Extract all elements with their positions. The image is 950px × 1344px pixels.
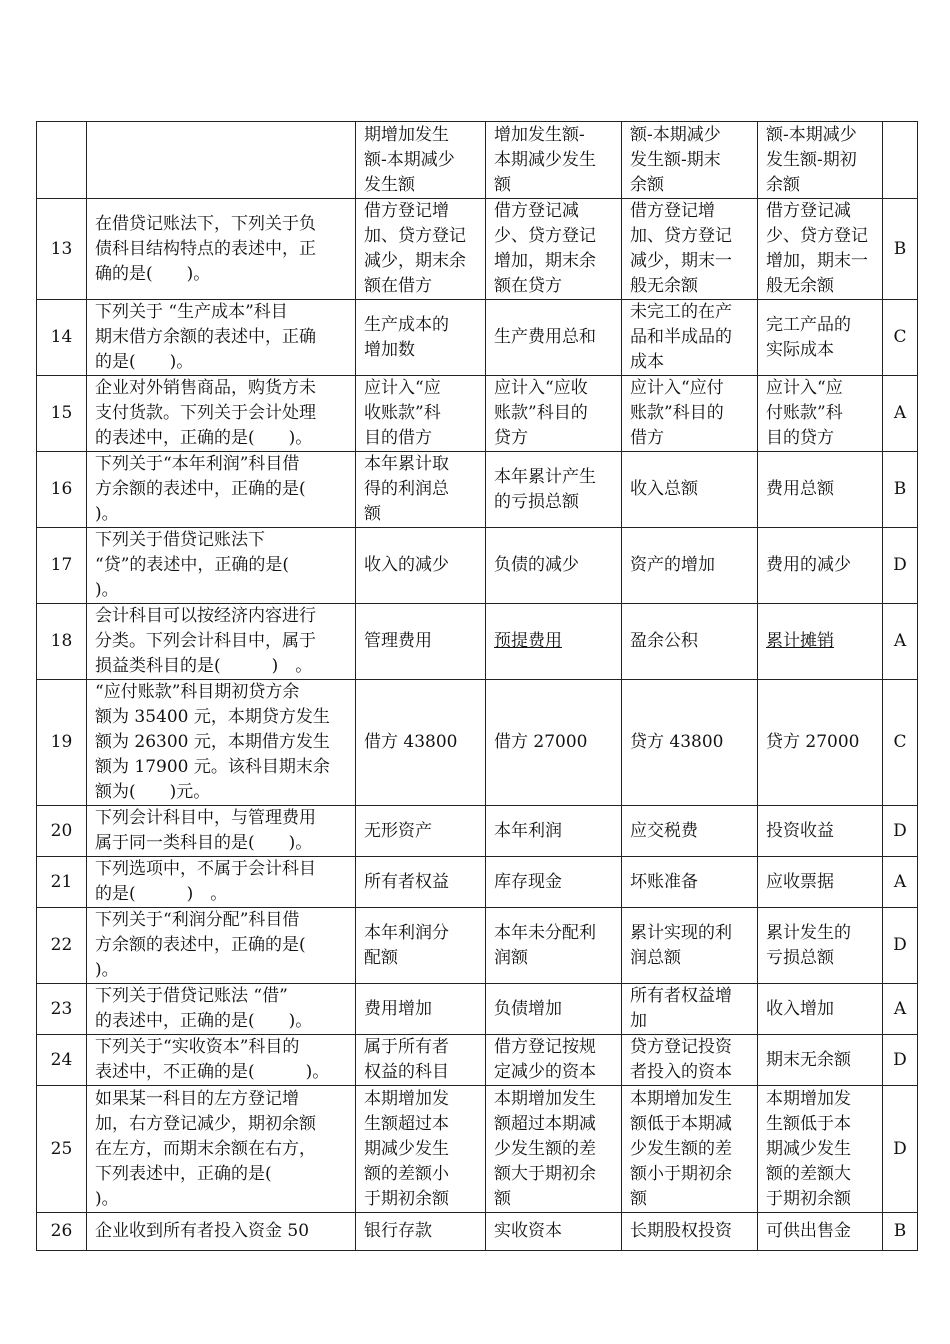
question-number: 18 <box>37 604 87 680</box>
question-text: 会计科目可以按经济内容进行 分类。下列会计科目中，属于 损益类科目的是( ) 。 <box>87 604 356 680</box>
option-b: 借方登记减 少、贷方登记 增加，期末余 额在贷方 <box>486 199 622 300</box>
option-c: 借方登记增 加、贷方登记 减少，期末一 般无余额 <box>622 199 758 300</box>
answer-key: B <box>883 1213 918 1251</box>
option-d: 收入增加 <box>758 984 883 1035</box>
option-a: 生产成本的 增加数 <box>356 300 486 376</box>
option-b: 生产费用总和 <box>486 300 622 376</box>
question-text: 如果某一科目的左方登记增 加，右方登记减少，期初余额 在左方，而期末余额在右方， 下列表述中，正确的是( )。 <box>87 1086 356 1213</box>
option-b: 本年累计产生 的亏损总额 <box>486 452 622 528</box>
option-b: 本期增加发生 额超过本期减 少发生额的差 额大于期初余 额 <box>486 1086 622 1213</box>
option-c: 长期股权投资 <box>622 1213 758 1251</box>
table-row <box>37 1213 918 1251</box>
option-a: 借方登记增 加、贷方登记 减少，期末余 额在借方 <box>356 199 486 300</box>
question-number: 15 <box>37 376 87 452</box>
question-text: 企业对外销售商品，购货方未 支付货款。下列关于会计处理 的表述中，正确的是( )。 <box>87 376 356 452</box>
question-number: 20 <box>37 806 87 857</box>
answer-key: D <box>883 1035 918 1086</box>
answer-key: C <box>883 680 918 806</box>
option-d: 本期增加发 生额低于本 期减少发生 额的差额大 于期初余额 <box>758 1086 883 1213</box>
option-c: 应交税费 <box>622 806 758 857</box>
option-c: 盈余公积 <box>622 604 758 680</box>
answer-key: D <box>883 1086 918 1213</box>
answer-key <box>883 122 918 199</box>
option-d: 应计入“应 付账款”科 目的贷方 <box>758 376 883 452</box>
option-b: 本年未分配利 润额 <box>486 908 622 984</box>
question-number: 19 <box>37 680 87 806</box>
answer-key: D <box>883 528 918 604</box>
option-d: 额-本期减少 发生额-期初 余额 <box>758 122 883 199</box>
question-number: 22 <box>37 908 87 984</box>
option-b: 实收资本 <box>486 1213 622 1251</box>
option-d: 应收票据 <box>758 857 883 908</box>
table-row <box>37 1086 918 1213</box>
option-a: 期增加发生 额-本期减少 发生额 <box>356 122 486 199</box>
option-b: 负债增加 <box>486 984 622 1035</box>
question-text: 下列关于“本年利润”科目借 方余额的表述中，正确的是( )。 <box>87 452 356 528</box>
option-b: 本年利润 <box>486 806 622 857</box>
option-a: 属于所有者 权益的科目 <box>356 1035 486 1086</box>
question-text: 在借贷记账法下，下列关于负 债科目结构特点的表述中，正 确的是( )。 <box>87 199 356 300</box>
question-number: 14 <box>37 300 87 376</box>
question-number: 23 <box>37 984 87 1035</box>
option-b-text: 预提费用 <box>494 631 562 651</box>
option-d: 借方登记减 少、贷方登记 增加，期末一 般无余额 <box>758 199 883 300</box>
option-c: 应计入“应付 账款”科目的 借方 <box>622 376 758 452</box>
question-text: 下列关于“利润分配”科目借 方余额的表述中，正确的是( )。 <box>87 908 356 984</box>
option-d: 期末无余额 <box>758 1035 883 1086</box>
question-text: 下列关于“实收资本”科目的 表述中，不正确的是( )。 <box>87 1035 356 1086</box>
answer-key: D <box>883 908 918 984</box>
table-row <box>37 680 918 806</box>
table-row <box>37 122 918 199</box>
question-table <box>36 121 918 1251</box>
table-row <box>37 806 918 857</box>
option-c: 贷方 43800 <box>622 680 758 806</box>
option-b: 应计入“应收 账款”科目的 贷方 <box>486 376 622 452</box>
option-b: 借方登记按规 定减少的资本 <box>486 1035 622 1086</box>
option-c: 资产的增加 <box>622 528 758 604</box>
option-d: 可供出售金 <box>758 1213 883 1251</box>
question-text: 下列会计科目中，与管理费用 属于同一类科目的是( )。 <box>87 806 356 857</box>
question-number: 24 <box>37 1035 87 1086</box>
answer-key: C <box>883 300 918 376</box>
question-number: 16 <box>37 452 87 528</box>
question-text: 下列选项中，不属于会计科目 的是( ) 。 <box>87 857 356 908</box>
option-c: 收入总额 <box>622 452 758 528</box>
question-number: 25 <box>37 1086 87 1213</box>
option-c: 本期增加发生 额低于本期减 少发生额的差 额小于期初余 额 <box>622 1086 758 1213</box>
option-a: 费用增加 <box>356 984 486 1035</box>
option-a: 借方 43800 <box>356 680 486 806</box>
question-text: 企业收到所有者投入资金 50 <box>87 1213 356 1251</box>
option-d: 费用总额 <box>758 452 883 528</box>
table-row <box>37 908 918 984</box>
option-d: 完工产品的 实际成本 <box>758 300 883 376</box>
question-number: 21 <box>37 857 87 908</box>
question-text: 下列关于借贷记账法下 “贷”的表述中，正确的是( )。 <box>87 528 356 604</box>
option-b: 库存现金 <box>486 857 622 908</box>
question-number: 17 <box>37 528 87 604</box>
question-number: 26 <box>37 1213 87 1251</box>
option-c: 未完工的在产 品和半成品的 成本 <box>622 300 758 376</box>
table-row <box>37 857 918 908</box>
option-a: 无形资产 <box>356 806 486 857</box>
option-a: 银行存款 <box>356 1213 486 1251</box>
option-b <box>486 604 622 680</box>
table-row <box>37 199 918 300</box>
option-a: 收入的减少 <box>356 528 486 604</box>
question-number: 13 <box>37 199 87 300</box>
answer-key: A <box>883 984 918 1035</box>
answer-key: B <box>883 452 918 528</box>
option-d <box>758 604 883 680</box>
option-d: 贷方 27000 <box>758 680 883 806</box>
option-c: 累计实现的利 润总额 <box>622 908 758 984</box>
table-row <box>37 984 918 1035</box>
option-a: 本期增加发 生额超过本 期减少发生 额的差额小 于期初余额 <box>356 1086 486 1213</box>
answer-key: B <box>883 199 918 300</box>
answer-key: A <box>883 604 918 680</box>
option-d: 投资收益 <box>758 806 883 857</box>
option-a: 应计入“应 收账款”科 目的借方 <box>356 376 486 452</box>
option-a: 本年利润分 配额 <box>356 908 486 984</box>
option-a: 管理费用 <box>356 604 486 680</box>
option-b: 增加发生额- 本期减少发生 额 <box>486 122 622 199</box>
option-b: 负债的减少 <box>486 528 622 604</box>
question-text <box>87 122 356 199</box>
option-a: 所有者权益 <box>356 857 486 908</box>
table-row <box>37 604 918 680</box>
option-c: 额-本期减少 发生额-期末 余额 <box>622 122 758 199</box>
answer-key: D <box>883 806 918 857</box>
question-number <box>37 122 87 199</box>
option-a: 本年累计取 得的利润总 额 <box>356 452 486 528</box>
option-b: 借方 27000 <box>486 680 622 806</box>
option-d: 累计发生的 亏损总额 <box>758 908 883 984</box>
question-text: 下列关于 “生产成本”科目 期末借方余额的表述中，正确 的是( )。 <box>87 300 356 376</box>
option-c: 贷方登记投资 者投入的资本 <box>622 1035 758 1086</box>
question-text: 下列关于借贷记账法 “借” 的表述中，正确的是( )。 <box>87 984 356 1035</box>
option-c: 所有者权益增 加 <box>622 984 758 1035</box>
option-c: 坏账准备 <box>622 857 758 908</box>
answer-key: A <box>883 376 918 452</box>
question-text: “应付账款”科目期初贷方余 额为 35400 元，本期贷方发生 额为 26300 元，本期借方发生 额为 17900 元。该科目期末余 额为( )元。 <box>87 680 356 806</box>
option-d-text: 累计摊销 <box>766 631 834 651</box>
table-row <box>37 376 918 452</box>
table-row <box>37 1035 918 1086</box>
option-d: 费用的减少 <box>758 528 883 604</box>
table-row <box>37 452 918 528</box>
answer-key: A <box>883 857 918 908</box>
table-row <box>37 300 918 376</box>
table-row <box>37 528 918 604</box>
